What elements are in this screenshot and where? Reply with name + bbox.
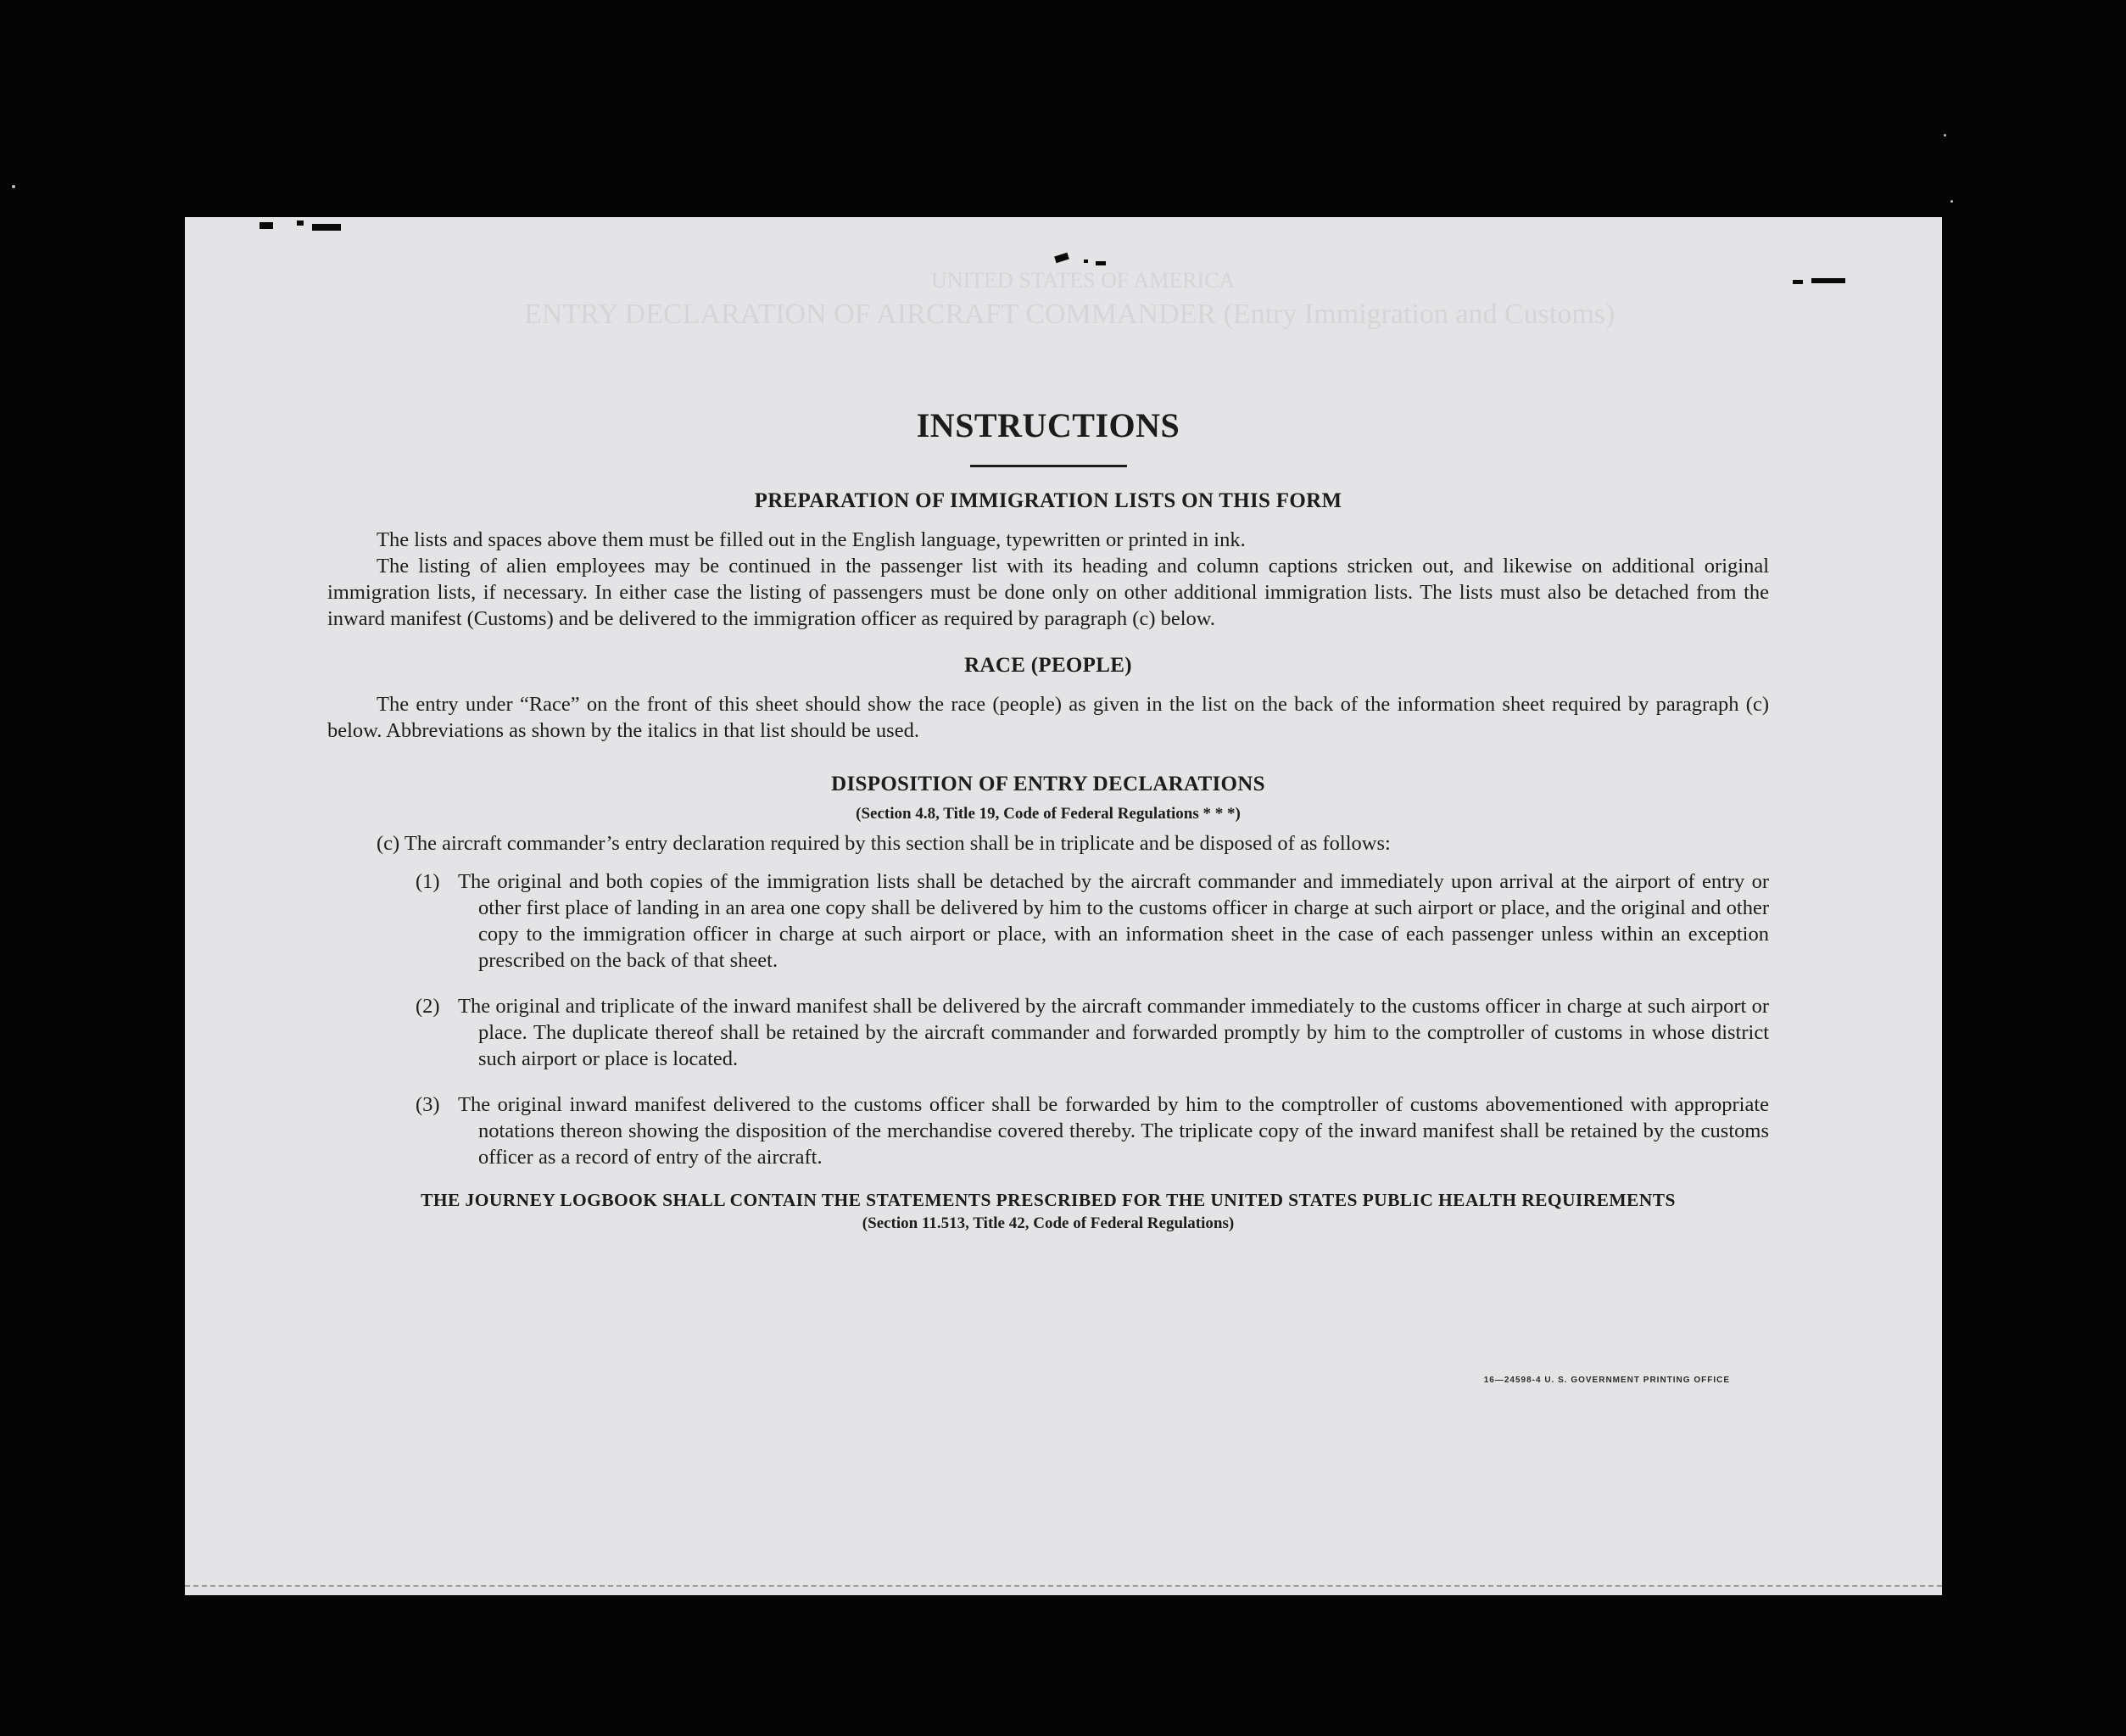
- scan-mark: [297, 220, 304, 226]
- section-heading-preparation: PREPARATION OF IMMIGRATION LISTS ON THIS FORM: [754, 489, 1342, 512]
- scan-mark: [1084, 260, 1088, 263]
- scan-speck: [1944, 134, 1946, 137]
- list-item-number: (3): [416, 1093, 440, 1116]
- scan-speck: [12, 185, 15, 188]
- title-underline: [970, 465, 1127, 467]
- sheet-bottom-edge: [185, 1585, 1942, 1595]
- footer-statement: THE JOURNEY LOGBOOK SHALL CONTAIN THE STATEMENTS PRESCRIBED FOR THE UNITED STATES PUBLIC HEALTH REQUIREMENTS: [421, 1190, 1676, 1210]
- section-heading-disposition: DISPOSITION OF ENTRY DECLARATIONS: [831, 773, 1265, 795]
- section-heading-race: RACE (PEOPLE): [964, 654, 1132, 677]
- document-sheet: [185, 217, 1942, 1595]
- page-title: INSTRUCTIONS: [916, 406, 1180, 444]
- disposition-citation: (Section 4.8, Title 19, Code of Federal Regulations * * *): [856, 805, 1241, 823]
- scan-mark: [1096, 261, 1106, 265]
- list-item-text: The original and triplicate of the inward manifest shall be delivered by the aircraft commander immediately to the customs officer in charge at such airport or place. The duplicate thereof shall be retained by the aircraft commander and forwarded promptly by him to the comptroller of customs in whose district such airport or place is located.: [458, 995, 1769, 1070]
- list-item: [327, 868, 1769, 974]
- scan-mark: [1054, 253, 1069, 264]
- scan-mark: [312, 224, 341, 231]
- instructions-content: [327, 405, 1769, 1233]
- list-item: [327, 1091, 1769, 1170]
- list-item-number: (1): [416, 870, 440, 893]
- list-item-text: The original inward manifest delivered to the customs officer shall be forwarded by him to the comptroller of customs abovementioned with appropriate notations thereon showing the disposition of the merchandise covered thereby. The triplicate copy of the inward manifest shall be retained by the customs officer as a record of entry of the aircraft.: [458, 1093, 1769, 1169]
- preparation-paragraph-1: The lists and spaces above them must be filled out in the English language, typewritten or printed in ink.: [377, 528, 1246, 551]
- list-item: [327, 993, 1769, 1072]
- disposition-clause-c: (c) The aircraft commander’s entry declaration required by this section shall be in triplicate and be disposed of as follows:: [377, 832, 1391, 855]
- disposition-list: [327, 868, 1769, 1170]
- printer-mark: 16—24598-4 U. S. GOVERNMENT PRINTING OFFICE: [1483, 1376, 1730, 1385]
- scan-mark: [259, 222, 273, 229]
- scan-speck: [1950, 200, 1953, 203]
- scan-mark: [1793, 280, 1803, 284]
- scan-mark: [1811, 278, 1845, 283]
- list-item-number: (2): [416, 995, 440, 1018]
- footer-citation: (Section 11.513, Title 42, Code of Federal Regulations): [862, 1214, 1235, 1232]
- bleed-through-line: UNITED STATES OF AMERICA: [931, 268, 1236, 293]
- preparation-paragraph-2: The listing of alien employees may be continued in the passenger list with its heading and column captions stricken out, and likewise on additional original immigration lists, if necessary. In either case the listing of passengers must be done only on other additional immigration lists. The lists must also be detached from the inward manifest (Customs) and be delivered to the immigration officer as required by paragraph (c) below.: [327, 555, 1769, 630]
- bleed-through-line: ENTRY DECLARATION OF AIRCRAFT COMMANDER (Entry Immigration and Customs): [524, 299, 1615, 330]
- race-paragraph: The entry under “Race” on the front of this sheet should show the race (people) as given in the list on the back of the information sheet required by paragraph (c) below. Abbreviations as shown by the italics in that list should be used.: [327, 693, 1769, 742]
- list-item-text: The original and both copies of the immigration lists shall be detached by the aircraft commander and immediately upon arrival at the airport of entry or other first place of landing in an area one copy shall be delivered by him to the customs officer in charge at such airport or place, and the original and other copy to the immigration officer in charge at such airport or place, with an information sheet in the case of each passenger unless within an exception prescribed on the back of that sheet.: [458, 870, 1769, 972]
